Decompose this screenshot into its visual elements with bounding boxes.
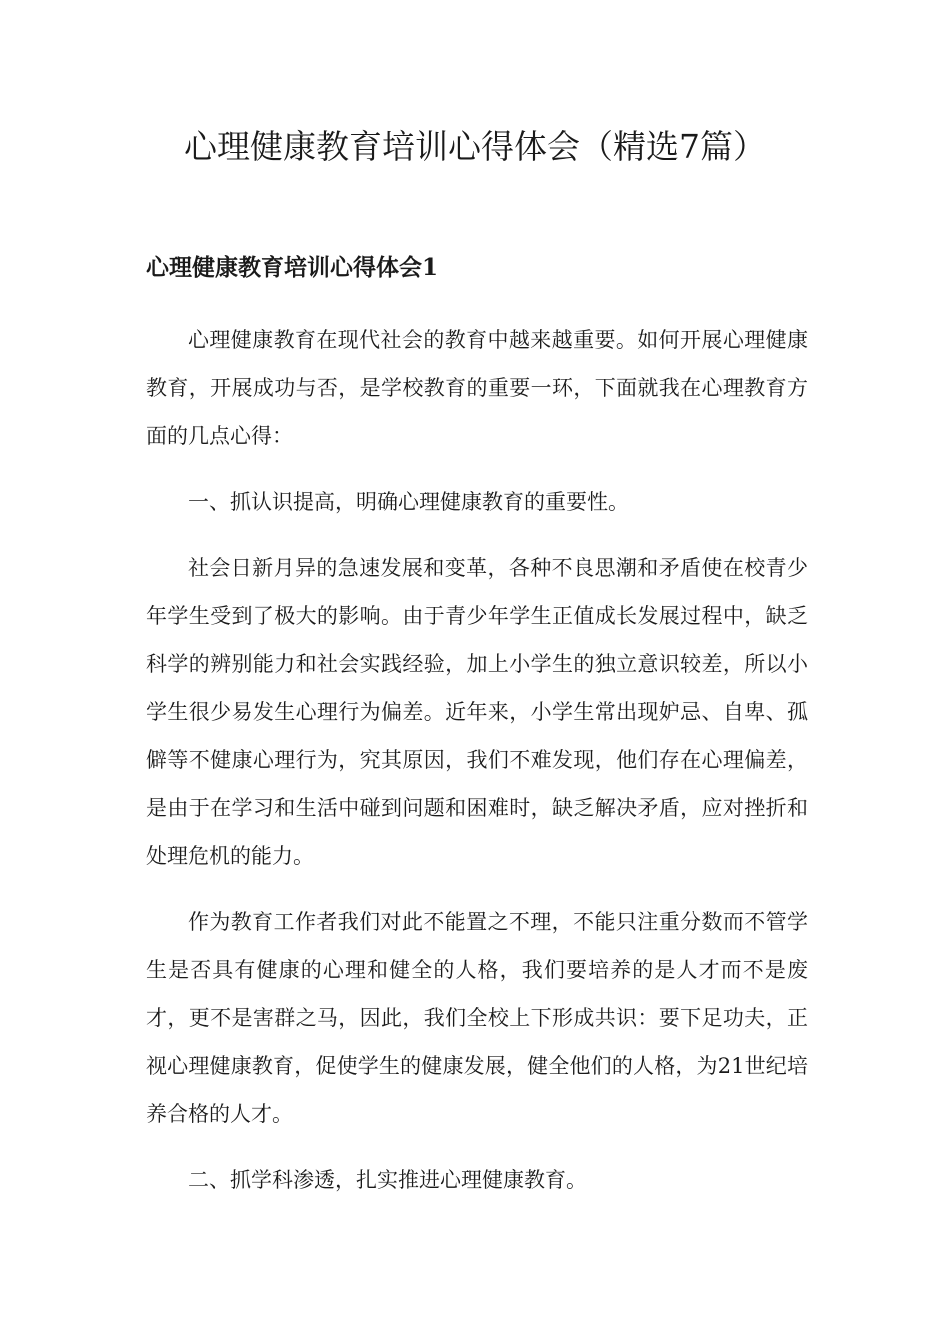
section-heading: 心理健康教育培训心得体会1 bbox=[146, 254, 439, 281]
paragraph-point-two: 二、抓学科渗透，扎实推进心理健康教育。 bbox=[188, 1168, 587, 1192]
paragraph-social-change: 社会日新月异的急速发展和变革，各种不良思潮和矛盾使在校青少年学生受到了极大的影响。由于青少年学生正值成长发展过程中，缺乏科学的辨别能力和社会实践经验，加上小学生的独立意识较差，所以小学生很少易发生心理行为偏差。近年来，小学生常出现妒忌、自卑、孤僻等不健康心理行为，究其原因，我们不难发现，他们存在心理偏差，是由于在学习和生活中碰到问题和困难时，缺乏解决矛盾，应对挫折和处理危机的能力。 bbox=[146, 556, 808, 868]
document-title: 心理健康教育培训心得体会（精选7篇） bbox=[184, 127, 766, 166]
paragraph-point-one: 一、抓认识提高，明确心理健康教育的重要性。 bbox=[188, 490, 629, 514]
paragraph-intro: 心理健康教育在现代社会的教育中越来越重要。如何开展心理健康教育，开展成功与否，是学校教育的重要一环，下面就我在心理教育方面的几点心得： bbox=[146, 328, 808, 448]
paragraph-educator-role: 作为教育工作者我们对此不能置之不理，不能只注重分数而不管学生是否具有健康的心理和健全的人格，我们要培养的是人才而不是废才，更不是害群之马，因此，我们全校上下形成共识：要下足功夫，正视心理健康教育，促使学生的健康发展，健全他们的人格，为21世纪培养合格的人才。 bbox=[146, 910, 808, 1126]
document-body bbox=[146, 316, 808, 1222]
